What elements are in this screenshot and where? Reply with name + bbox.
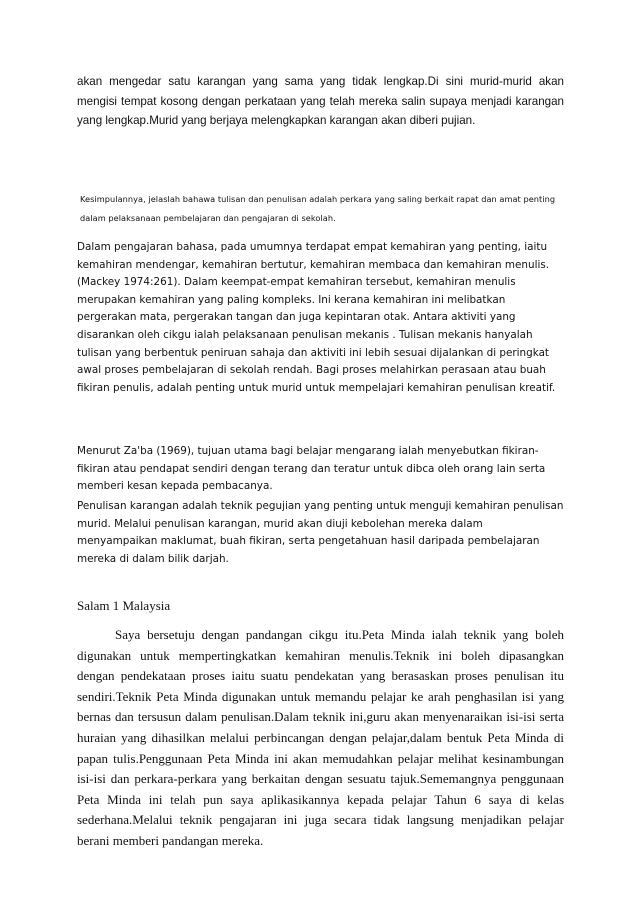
- paragraph-conclusion: Kesimpulannya, jelaslah bahawa tulisan dan penulisan adalah perkara yang saling berkait rapat dan amat penting dalam pelaksanaan pembelajaran dan pengajaran di sekolah.: [80, 194, 556, 223]
- paragraph-essay-writing: Penulisan karangan adalah teknik pegujian yang penting untuk menguji kemahiran penulisan murid. Melalui penulisan karangan, murid akan diuji kebolehan mereka dalam menyampaikan maklumat, buah fikiran, serta pengetahuan hasil daripada pembelajaran mereka di dalam bilik darjah.: [77, 500, 564, 565]
- paragraph-karangan-activity: akan mengedar satu karangan yang sama yang tidak lengkap.Di sini murid-murid akan mengisi tempat kosong dengan perkataan yang telah mereka salin supaya menjadi karangan yang lengkap.Murid yang berjaya melengkapkan karangan akan diberi pujian.: [77, 75, 564, 127]
- paragraph-peta-minda: Saya bersetuju dengan pandangan cikgu itu.Peta Minda ialah teknik yang boleh digunakan untuk mempertingkatkan kemahiran menulis.Teknik ini boleh dipasangkan dengan pendekataan proses iaitu suatu pendekatan yang berasaskan proses penulisan itu sendiri.Teknik Peta Minda digunakan untuk memandu pelajar ke arah penghasilan isi yang bernas dan tersusun dalam penulisan.Dalam teknik ini,guru akan menyenaraikan isi-isi serta huraian yang dihasilkan melalui perbincangan dengan pelajar,dalam bentuk Peta Minda di papan tulis.Penggunaan Peta Minda ini akan memudahkan pelajar melihat kesinambungan isi-isi dan perkara-perkara yang berkaitan dengan sesuatu tajuk.Sememangnya penggunaan Peta Minda ini telah pun saya aplikasikannya kepada pelajar Tahun 6 saya di kelas sederhana.Melalui teknik pengajaran ini juga secara tidak langsung menjadikan pelajar berani memberi pandangan mereka.: [77, 627, 564, 848]
- paragraph-language-skills: Dalam pengajaran bahasa, pada umumnya terdapat empat kemahiran yang penting, iaitu kemahiran mendengar, kemahiran bertutur, kemahiran membaca dan kemahiran menulis. (Mackey 1974:261). Dalam keempat-empat kemahiran tersebut, kemahiran menulis merupakan kemahiran yang paling kompleks. Ini kerana kemahiran ini melibatkan pergerakan mata, pergerakan tangan dan juga kepintaran otak. Antara aktiviti yang disarankan oleh cikgu ialah pelaksanaan penulisan mekanis . Tulisan mekanis hanyalah tulisan yang berbentuk peniruan sahaja dan aktiviti ini lebih sesuai dijalankan di peringkat awal proses pembelajaran di sekolah rendah. Bagi proses melahirkan perasaan atau buah fikiran penulis, adalah penting untuk murid untuk mempelajari kemahiran penulisan kreatif.: [77, 241, 556, 394]
- section-heading: Salam 1 Malaysia: [77, 598, 171, 613]
- paragraph-zaba-quote: Menurut Za'ba (1969), tujuan utama bagi belajar mengarang ialah menyebutkan fikiran-fikiran atau pendapat sendiri dengan terang dan teratur untuk dibca oleh orang lain serta memberi kesan kepada pembacanya.: [77, 445, 546, 493]
